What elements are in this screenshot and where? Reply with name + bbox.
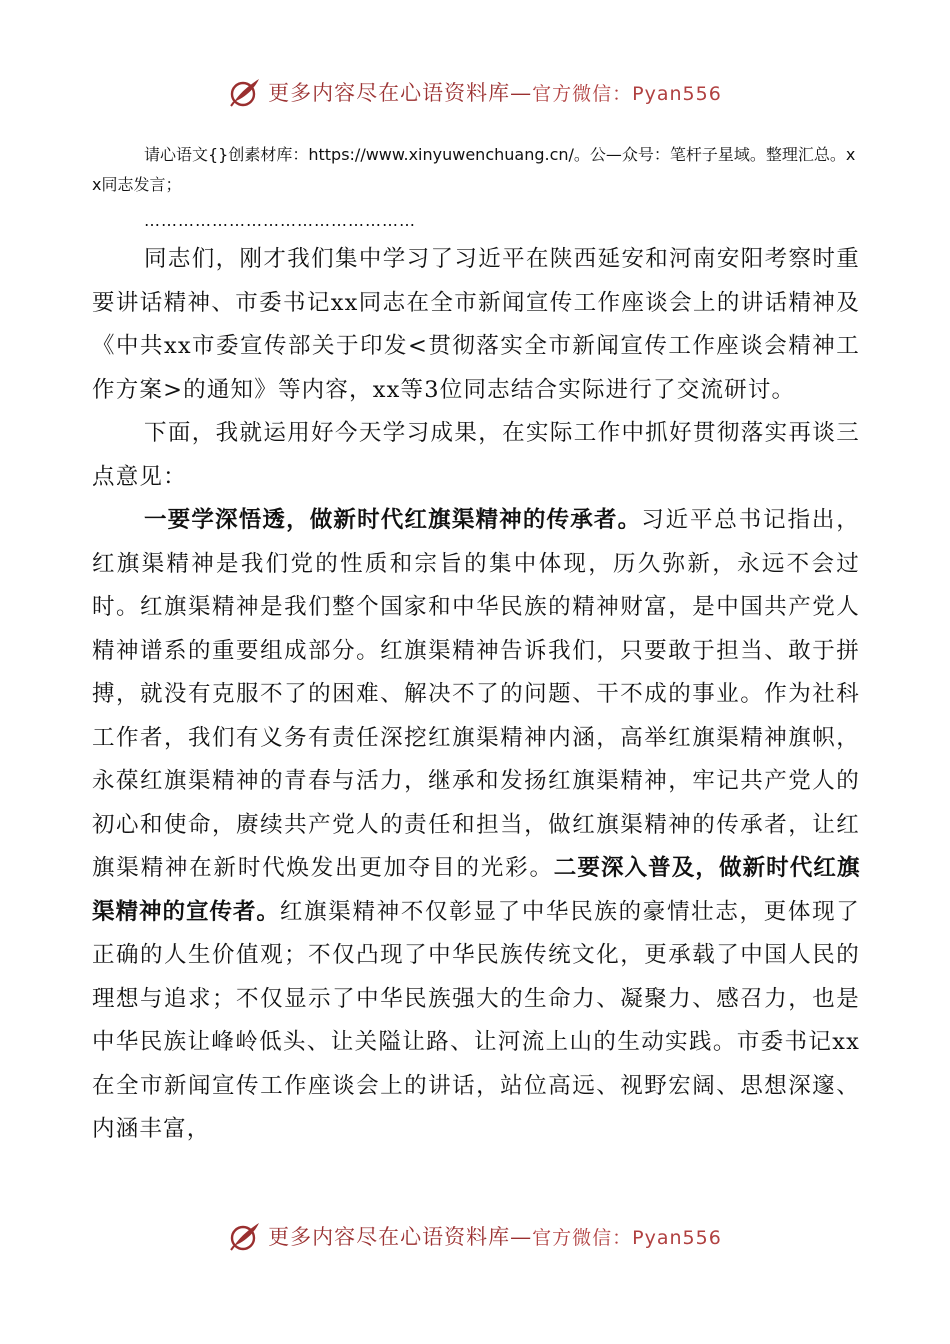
banner-title: 更多内容尽在心语资料库 bbox=[268, 1225, 511, 1249]
banner-wechat: 官方微信：Pyan556 bbox=[532, 83, 722, 105]
banner-title: 更多内容尽在心语资料库 bbox=[268, 81, 511, 105]
banner-wechat: 官方微信：Pyan556 bbox=[532, 1227, 722, 1249]
banner-separator: — bbox=[510, 81, 533, 105]
paragraph-1 bbox=[92, 238, 860, 412]
banner-text bbox=[268, 1221, 722, 1251]
paragraph-3 bbox=[92, 499, 860, 1152]
paragraph-2 bbox=[92, 412, 860, 499]
banner-text bbox=[268, 77, 722, 107]
paragraph-text: 习近平总书记指出，红旗渠精神是我们党的性质和宗旨的集中体现，历久弥新，永远不会过时。红旗渠精神是我们整个国家和中华民族的精神财富，是中国共产党人精神谱系的重要组成部分。红旗渠精神告诉我们，只要敢于担当、敢于拼搏，就没有克服不了的困难、解决不了的问题、干不成的事业。作为社科工作者，我们有义务有责任深挖红旗渠精神内涵，高举红旗渠精神旗帜，永葆红旗渠精神的青春与活力，继承和发扬红旗渠精神，牢记共产党人的初心和使命，赓续共产党人的责任和担当，做红旗渠精神的传承者，让红旗渠精神在新时代焕发出更加夺目的光彩。 bbox=[92, 507, 860, 881]
quill-logo-icon bbox=[228, 75, 262, 109]
source-note: 请心语文{}创素材库：https://www.xinyuwenchuang.cn/。公—众号：笔杆子星域。整理汇总。xx同志发言； bbox=[92, 145, 856, 194]
paragraph-text: 下面，我就运用好今天学习成果，在实际工作中抓好贯彻落实再谈三点意见： bbox=[92, 420, 860, 490]
ellipsis-divider: ………………………………………… bbox=[144, 211, 416, 230]
footer-banner bbox=[0, 1216, 950, 1256]
paragraph-text: 红旗渠精神不仅彰显了中华民族的豪情壮志，更体现了正确的人生价值观；不仅凸现了中华民族传统文化，更承载了中国人民的理想与追求；不仅显示了中华民族强大的生命力、凝聚力、感召力，也是中华民族让峰岭低头、让关隘让路、让河流上山的生动实践。市委书记xx在全市新闻宣传工作座谈会上的讲话，站位高远、视野宏阔、思想深邃、内涵丰富， bbox=[92, 898, 860, 1142]
header-banner bbox=[0, 72, 950, 112]
quill-logo-icon bbox=[228, 1219, 262, 1253]
banner-separator: — bbox=[510, 1225, 533, 1249]
document-body bbox=[92, 140, 860, 1152]
paragraph-text: 同志们，刚才我们集中学习了习近平在陕西延安和河南安阳考察时重要讲话精神、市委书记xx同志在全市新闻宣传工作座谈会上的讲话精神及《中共xx市委宣传部关于印发<贯彻落实全市新闻宣传工作座谈会精神工作方案>的通知》等内容，xx等3位同志结合实际进行了交流研讨。 bbox=[92, 246, 860, 403]
paragraph-heading: 一要学深悟透，做新时代红旗渠精神的传承者。 bbox=[144, 507, 642, 533]
paragraph-heading: 二要深入普及，做新时代红旗渠精神的宣传者。 bbox=[92, 855, 860, 925]
